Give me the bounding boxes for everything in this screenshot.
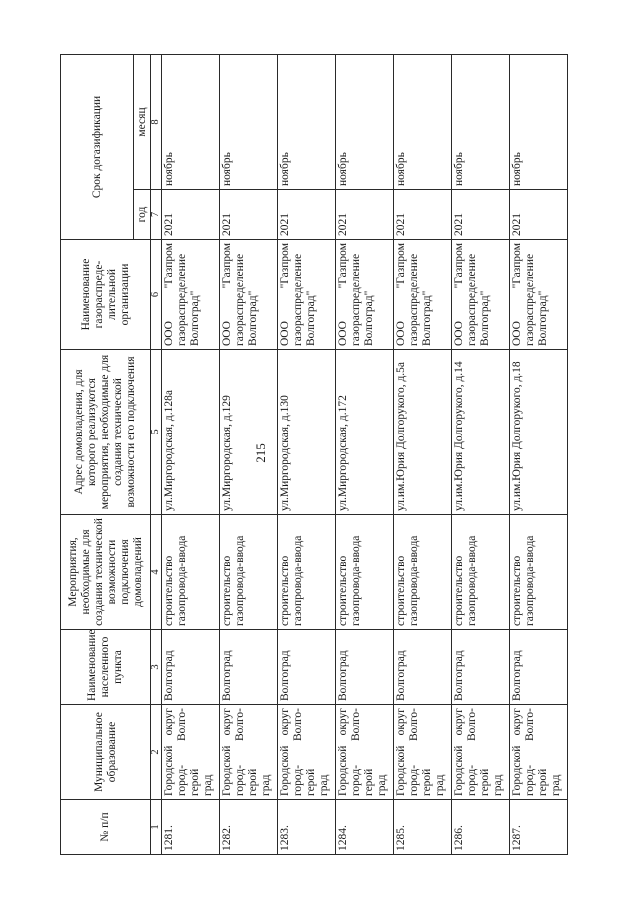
table-row [278, 55, 336, 855]
organization-cell [394, 240, 452, 350]
header-organization: Наименование газораспреде-лительной организации [61, 240, 151, 350]
municipality-text: округ [337, 708, 349, 736]
month-cell: ноябрь [336, 55, 394, 190]
locality-cell: Волгоград [278, 630, 336, 705]
header-deadline: Срок догазификации [61, 55, 134, 240]
row-number: 1285. [394, 800, 452, 855]
organization-text: "Газпром [511, 243, 523, 289]
column-number: 6 [151, 240, 162, 350]
year-cell: 2021 [162, 190, 220, 240]
municipality-cell [220, 705, 278, 800]
year-cell: 2021 [452, 190, 510, 240]
municipality-cell [452, 705, 510, 800]
municipality-text: Городской [395, 745, 407, 796]
municipality-text: град [260, 774, 272, 796]
locality-cell: Волгоград [336, 630, 394, 705]
table-row [394, 55, 452, 855]
address-cell: ул.им.Юрия Долгорукого, д.14 [452, 350, 510, 515]
address-cell: ул.Миргородская, д.129 [220, 350, 278, 515]
column-number: 8 [151, 55, 162, 190]
municipality-text: Городской [279, 745, 291, 796]
year-cell: 2021 [278, 190, 336, 240]
organization-text: газораспределение Волгоград" [176, 253, 201, 346]
month-cell: ноябрь [220, 55, 278, 190]
month-cell: ноябрь [278, 55, 336, 190]
municipality-text: град [376, 774, 388, 796]
header-measures: Мероприятия, необходимые для создания технической возможности подключения домовладений [61, 515, 151, 630]
municipality-cell [162, 705, 220, 800]
locality-cell: Волгоград [220, 630, 278, 705]
column-number: 3 [151, 630, 162, 705]
municipality-text: округ [163, 708, 175, 736]
locality-cell: Волгоград [394, 630, 452, 705]
organization-text: ООО [221, 321, 233, 346]
municipality-text: город-герой [408, 764, 433, 796]
month-cell: ноябрь [510, 55, 568, 190]
year-cell: 2021 [220, 190, 278, 240]
municipality-text: Городской [453, 745, 465, 796]
row-number: 1283. [278, 800, 336, 855]
municipality-text: город-герой [292, 764, 317, 796]
locality-cell: Волгоград [510, 630, 568, 705]
organization-cell [510, 240, 568, 350]
municipality-text: Городской [511, 745, 523, 796]
municipality-text: град [318, 774, 330, 796]
header-municipality: Муниципальное образование [61, 705, 151, 800]
organization-text: "Газпром [337, 243, 349, 289]
organization-text: газораспределение Волгоград" [466, 253, 491, 346]
locality-cell: Волгоград [162, 630, 220, 705]
month-cell: ноябрь [162, 55, 220, 190]
address-cell: ул.Миргородская, д.128а [162, 350, 220, 515]
municipality-text: Городской [163, 745, 175, 796]
organization-text: "Газпром [279, 243, 291, 289]
organization-text: "Газпром [163, 243, 175, 289]
page-number: 215 [253, 443, 268, 463]
organization-text: газораспределение Волгоград" [292, 253, 317, 346]
organization-text: ООО [337, 321, 349, 346]
organization-cell [336, 240, 394, 350]
address-cell: ул.Миргородская, д.130 [278, 350, 336, 515]
organization-text: газораспределение Волгоград" [350, 253, 375, 346]
municipality-text: город-герой [524, 764, 549, 796]
municipality-cell [278, 705, 336, 800]
municipality-text: град [550, 774, 562, 796]
measure-cell: строительство газопровода-ввода [452, 515, 510, 630]
measure-cell: строительство газопровода-ввода [336, 515, 394, 630]
header-locality: Наименование населенного пункта [61, 630, 151, 705]
municipality-text: округ [395, 708, 407, 736]
municipality-text: округ [511, 708, 523, 736]
table-row [220, 55, 278, 855]
organization-text: ООО [279, 321, 291, 346]
municipality-text: Волго- [234, 708, 246, 742]
municipality-text: округ [453, 708, 465, 736]
organization-cell [162, 240, 220, 350]
municipality-text: град [202, 774, 214, 796]
address-cell: ул.им.Юрия Долгорукого, д.5а [394, 350, 452, 515]
organization-text: газораспределение Волгоград" [234, 253, 259, 346]
table-row [452, 55, 510, 855]
row-number: 1282. [220, 800, 278, 855]
table-row [336, 55, 394, 855]
year-cell: 2021 [336, 190, 394, 240]
measure-cell: строительство газопровода-ввода [220, 515, 278, 630]
municipality-text: Волго- [524, 708, 536, 742]
gasification-table [60, 54, 568, 855]
municipality-text: округ [279, 708, 291, 736]
measure-cell: строительство газопровода-ввода [510, 515, 568, 630]
municipality-text: град [434, 774, 446, 796]
municipality-cell [336, 705, 394, 800]
municipality-text: город-герой [234, 764, 259, 796]
municipality-text: город-герой [466, 764, 491, 796]
address-cell: ул.им.Юрия Долгорукого, д.18 [510, 350, 568, 515]
row-number: 1281. [162, 800, 220, 855]
locality-cell: Волгоград [452, 630, 510, 705]
row-number: 1284. [336, 800, 394, 855]
organization-cell [278, 240, 336, 350]
column-number: 7 [151, 190, 162, 240]
organization-text: ООО [395, 321, 407, 346]
measure-cell: строительство газопровода-ввода [278, 515, 336, 630]
municipality-text: Городской [337, 745, 349, 796]
organization-text: газораспределение Волгоград" [408, 253, 433, 346]
measure-cell: строительство газопровода-ввода [162, 515, 220, 630]
month-cell: ноябрь [394, 55, 452, 190]
organization-text: ООО [511, 321, 523, 346]
municipality-cell [394, 705, 452, 800]
header-year: год [134, 190, 151, 240]
table-row [510, 55, 568, 855]
organization-text: "Газпром [395, 243, 407, 289]
rotated-page [60, 55, 590, 855]
organization-text: ООО [163, 321, 175, 346]
year-cell: 2021 [394, 190, 452, 240]
municipality-text: Волго- [292, 708, 304, 742]
municipality-cell [510, 705, 568, 800]
column-number: 2 [151, 705, 162, 800]
row-number: 1287. [510, 800, 568, 855]
municipality-text: Городской [221, 745, 233, 796]
municipality-text: город-герой [350, 764, 375, 796]
organization-text: "Газпром [453, 243, 465, 289]
month-cell: ноябрь [452, 55, 510, 190]
column-number: 4 [151, 515, 162, 630]
municipality-text: Волго- [176, 708, 188, 742]
municipality-text: Волго- [408, 708, 420, 742]
municipality-text: округ [221, 708, 233, 736]
column-number: 5 [151, 350, 162, 515]
organization-text: ООО [453, 321, 465, 346]
header-address: Адрес домовладения, для которого реализуются мероприятия, необходимые для создания технической возможности его подключения [61, 350, 151, 515]
measure-cell: строительство газопровода-ввода [394, 515, 452, 630]
organization-text: "Газпром [221, 243, 233, 289]
organization-cell [220, 240, 278, 350]
year-cell: 2021 [510, 190, 568, 240]
header-number: № п/п [61, 800, 151, 855]
organization-text: газораспределение Волгоград" [524, 253, 549, 346]
table-row [162, 55, 220, 855]
municipality-text: город-герой [176, 764, 201, 796]
municipality-text: Волго- [350, 708, 362, 742]
row-number: 1286. [452, 800, 510, 855]
header-month: месяц [134, 55, 151, 190]
organization-cell [452, 240, 510, 350]
address-cell: ул.Миргородская, д.172 [336, 350, 394, 515]
municipality-text: Волго- [466, 708, 478, 742]
municipality-text: град [492, 774, 504, 796]
column-number: 1 [151, 800, 162, 855]
